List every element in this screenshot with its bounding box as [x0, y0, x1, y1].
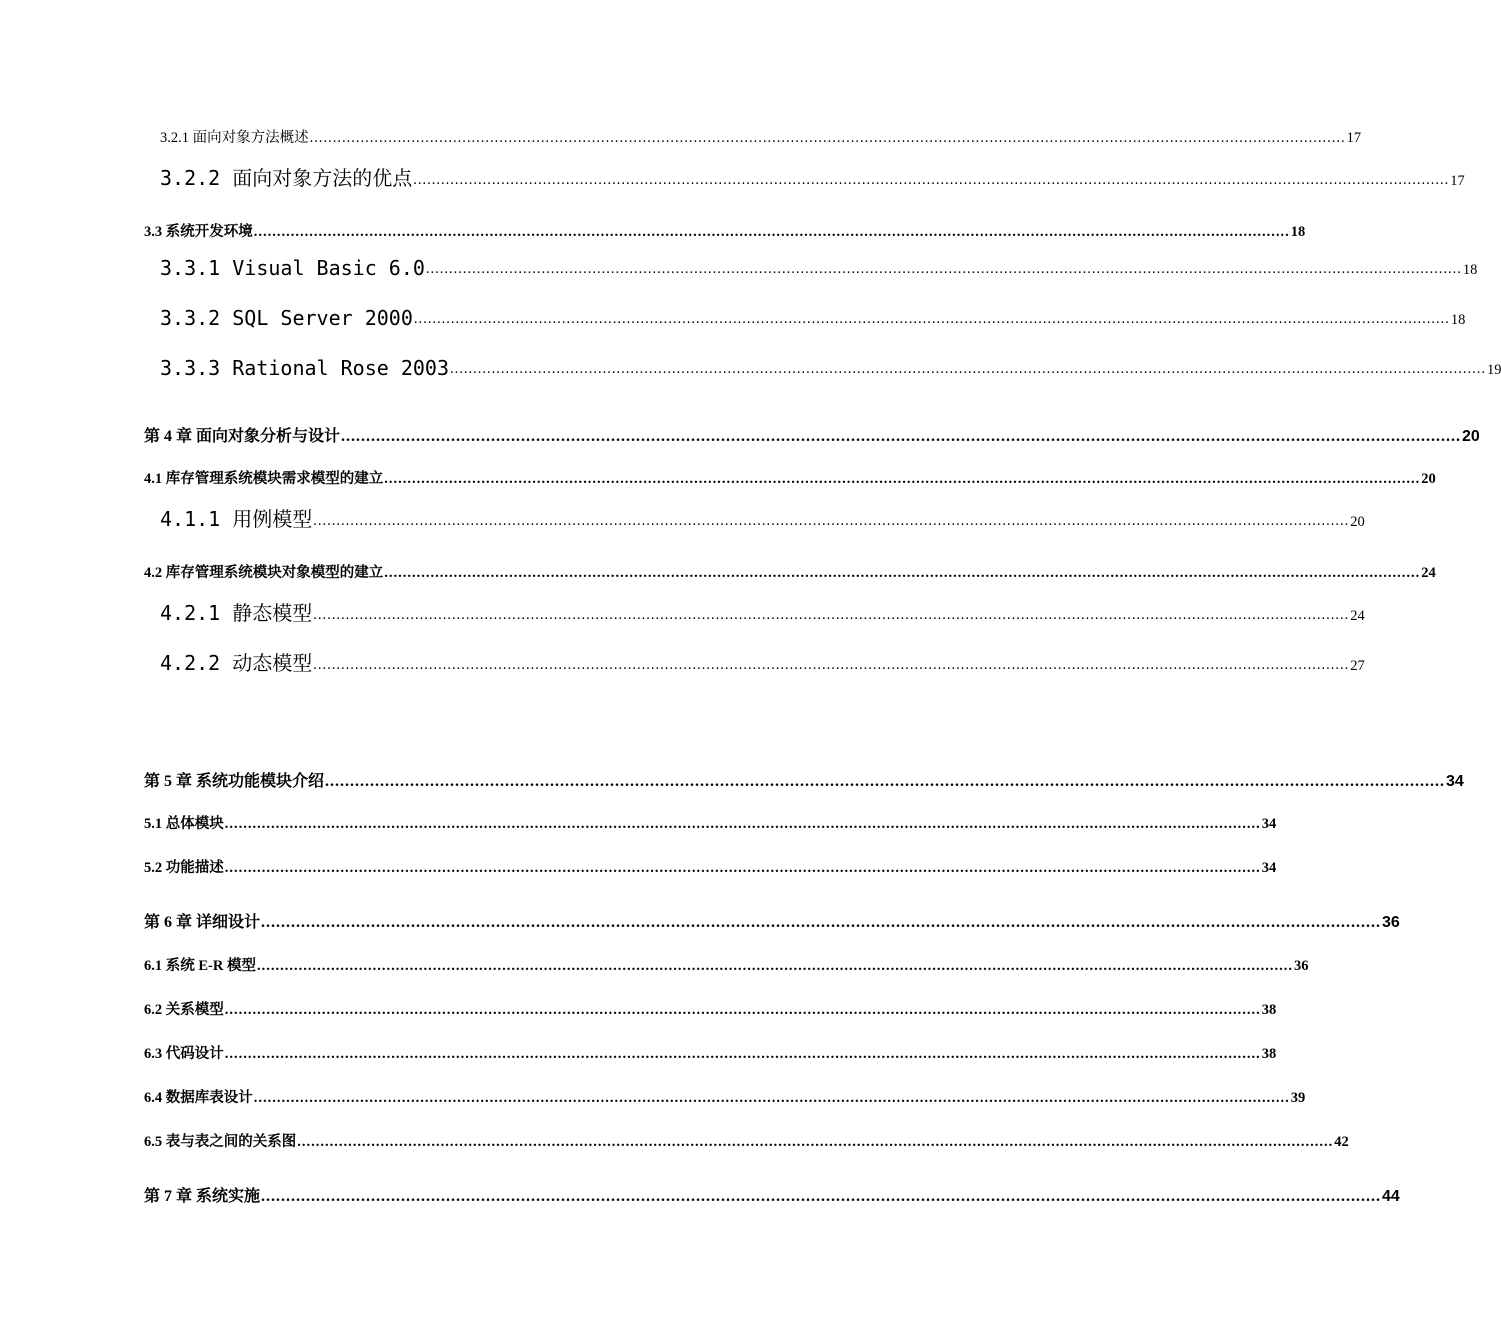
toc-entry-4-1-1[interactable]: [160, 503, 1365, 532]
toc-entry-4-2-1[interactable]: [160, 597, 1365, 626]
toc-entry-chapter-4[interactable]: [144, 423, 1480, 446]
toc-entry-label: 5.2 功能描述: [144, 860, 224, 876]
toc-page-number: 20: [1462, 428, 1480, 445]
toc-leader-dots: ................................................................................................................................................................................................................................: [425, 261, 1462, 277]
toc-page-number: 38: [1261, 1002, 1277, 1018]
toc-entry-label: 6.2 关系模型: [144, 1002, 224, 1018]
toc-leader-dots: ................................................................................................................................................................................................................................: [313, 657, 1350, 673]
toc-leader-dots: ................................................................................................................................................................................................................................: [313, 607, 1350, 623]
toc-page-number: 24: [1421, 565, 1436, 581]
toc-entry-label: 6.4 数据库表设计: [144, 1090, 253, 1106]
toc-page-number: 36: [1382, 914, 1400, 931]
toc-page-number: 17: [1346, 130, 1362, 146]
toc-entry-label: 4.1.1 用例模型: [160, 507, 313, 531]
toc-page-number: 18: [1462, 262, 1478, 278]
toc-page-number: 17: [1450, 173, 1465, 189]
toc-entry-6-3[interactable]: [144, 1042, 1277, 1063]
toc-entry-label: 4.2 库存管理系统模块对象模型的建立: [144, 565, 384, 581]
toc-entry-4-2-2[interactable]: [160, 647, 1365, 676]
toc-page-number: 18: [1290, 224, 1306, 240]
toc-entry-label: 4.1 库存管理系统模块需求模型的建立: [144, 471, 384, 487]
toc-page-number: 34: [1261, 816, 1277, 832]
toc-entry-label: 5.1 总体模块: [144, 816, 224, 832]
toc-leader-dots: ................................................................................................................................................................................................................................: [341, 428, 1462, 445]
toc-leader-dots: ................................................................................................................................................................................................................................: [325, 773, 1446, 790]
toc-entry-chapter-7[interactable]: [144, 1183, 1400, 1206]
toc-page-number: 42: [1334, 1134, 1349, 1150]
toc-leader-dots: ................................................................................................................................................................................................................................: [253, 224, 1290, 240]
toc-entry-label: 第 7 章 系统实施: [144, 1188, 261, 1205]
toc-leader-dots: ................................................................................................................................................................................................................................: [256, 958, 1293, 974]
toc-entry-label: 6.5 表与表之间的关系图: [144, 1134, 297, 1150]
toc-leader-dots: ................................................................................................................................................................................................................................: [224, 816, 1261, 832]
toc-entry-3-3[interactable]: [144, 220, 1306, 241]
toc-entry-label: 6.1 系统 E-R 模型: [144, 958, 256, 974]
toc-leader-dots: ................................................................................................................................................................................................................................: [413, 311, 1450, 327]
toc-entry-5-1[interactable]: [144, 812, 1277, 833]
toc-page-number: 18: [1450, 312, 1466, 328]
toc-entry-4-1[interactable]: [144, 467, 1436, 488]
toc-leader-dots: ................................................................................................................................................................................................................................: [297, 1134, 1334, 1150]
toc-leader-dots: ................................................................................................................................................................................................................................: [384, 471, 1421, 487]
toc-leader-dots: ................................................................................................................................................................................................................................: [384, 565, 1421, 581]
toc-page-number: 36: [1293, 958, 1309, 974]
toc-entry-label: 3.3.2 SQL Server 2000: [160, 306, 413, 330]
toc-entry-label: 4.2.2 动态模型: [160, 651, 313, 675]
toc-page-number: 19: [1486, 362, 1501, 378]
toc-leader-dots: ................................................................................................................................................................................................................................: [224, 1002, 1261, 1018]
toc-entry-label: 第 4 章 面向对象分析与设计: [144, 428, 341, 445]
toc-page-number: 34: [1446, 773, 1464, 790]
toc-leader-dots: ................................................................................................................................................................................................................................: [449, 361, 1486, 377]
toc-entry-label: 6.3 代码设计: [144, 1046, 224, 1062]
toc-entry-chapter-5[interactable]: [144, 768, 1464, 791]
toc-leader-dots: ................................................................................................................................................................................................................................: [253, 1090, 1290, 1106]
toc-page-number: 44: [1382, 1188, 1400, 1205]
toc-page-number: 39: [1290, 1090, 1306, 1106]
toc-entry-3-3-1[interactable]: [160, 256, 1478, 280]
toc-entry-label: 第 6 章 详细设计: [144, 914, 261, 931]
toc-leader-dots: ................................................................................................................................................................................................................................: [261, 1188, 1382, 1205]
toc-leader-dots: ................................................................................................................................................................................................................................: [309, 130, 1346, 146]
toc-entry-label: 4.2.1 静态模型: [160, 601, 313, 625]
toc-page-number: 20: [1350, 514, 1365, 530]
toc-entry-3-3-2[interactable]: [160, 306, 1466, 330]
toc-page-number: 34: [1261, 860, 1277, 876]
toc-entry-6-2[interactable]: [144, 998, 1277, 1019]
toc-entry-6-4[interactable]: [144, 1086, 1306, 1107]
toc-page-number: 27: [1350, 658, 1365, 674]
toc-leader-dots: ................................................................................................................................................................................................................................: [261, 914, 1382, 931]
toc-entry-5-2[interactable]: [144, 856, 1277, 877]
toc-leader-dots: ................................................................................................................................................................................................................................: [224, 1046, 1261, 1062]
toc-page-number: 20: [1421, 471, 1436, 487]
toc-entry-label: 第 5 章 系统功能模块介绍: [144, 773, 325, 790]
toc-leader-dots: ................................................................................................................................................................................................................................: [224, 860, 1261, 876]
toc-entry-label: 3.2.1 面向对象方法概述: [160, 130, 309, 146]
toc-entry-3-2-2[interactable]: [160, 162, 1465, 191]
toc-entry-3-3-3[interactable]: [160, 356, 1501, 380]
toc-entry-chapter-6[interactable]: [144, 909, 1400, 932]
toc-entry-3-2-1[interactable]: [160, 126, 1362, 147]
toc-entry-label: 3.3 系统开发环境: [144, 224, 253, 240]
toc-page-number: 24: [1350, 608, 1365, 624]
toc-page-number: 38: [1261, 1046, 1277, 1062]
toc-entry-6-5[interactable]: [144, 1130, 1349, 1151]
toc-entry-label: 3.3.3 Rational Rose 2003: [160, 356, 449, 380]
toc-leader-dots: ................................................................................................................................................................................................................................: [313, 513, 1350, 529]
toc-entry-6-1[interactable]: [144, 954, 1309, 975]
toc-entry-4-2[interactable]: [144, 561, 1436, 582]
toc-leader-dots: ................................................................................................................................................................................................................................: [413, 172, 1450, 188]
toc-entry-label: 3.2.2 面向对象方法的优点: [160, 166, 413, 190]
toc-entry-label: 3.3.1 Visual Basic 6.0: [160, 256, 425, 280]
